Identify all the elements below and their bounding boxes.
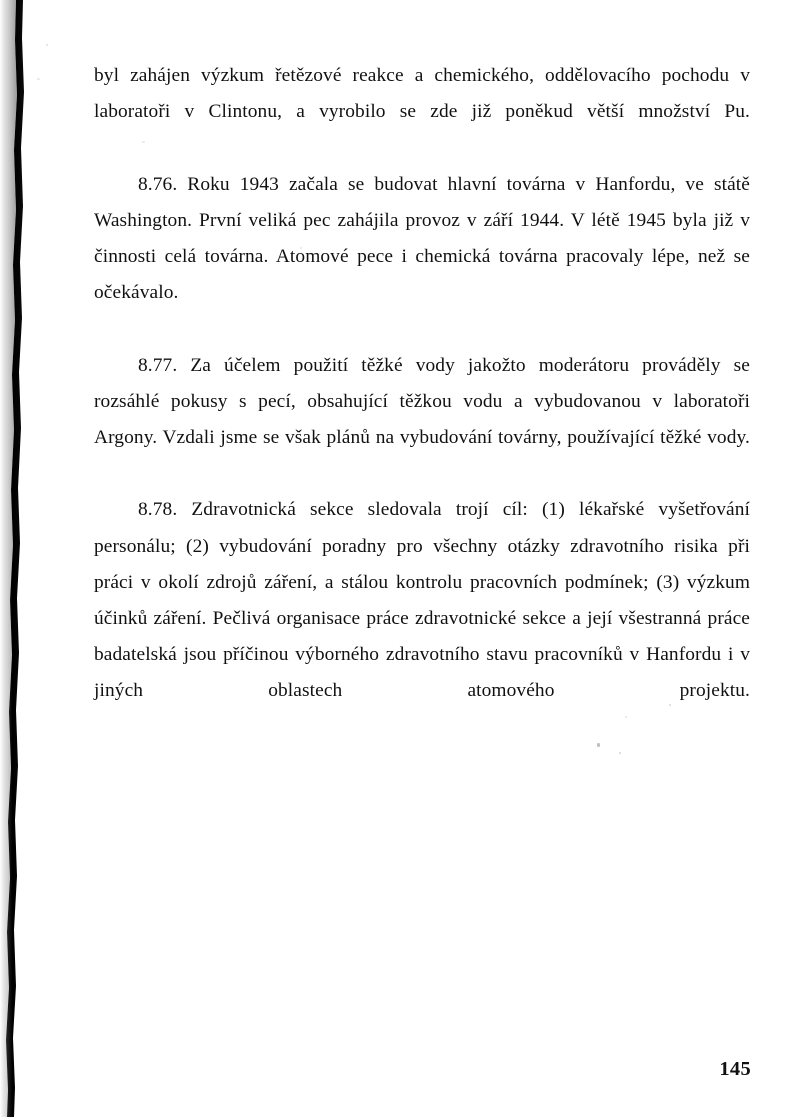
paragraph-8-78: 8.78. Zdravotnická sekce sledovala trojí cíl: (1) lékařské vyšetřování personálu; (2) vybudování poradny pro všechny otázky zdravotního risika při práci v okolí zdrojů záření, a stálou kontrolu pracovních podmínek; (3) výzkum účinků záření. Pečlivá organisace práce zdravotnické sekce a její všestranná práce badatelská jsou příčinou výborného zdravotního stavu pracovníků v Hanfordu i v jiných oblastech atomového projektu. <box>94 499 750 702</box>
paragraph-continuation: byl zahájen výzkum řetězové reakce a chemického, oddělovacího pochodu v laboratoři v Clintonu, a vyrobilo se zde již poněkud větší množství Pu. <box>94 65 750 123</box>
scan-speck <box>37 78 40 80</box>
paragraph-8-76: 8.76. Roku 1943 začala se budovat hlavní továrna v Hanfordu, ve státě Washington. První veliká pec zahájila provoz v září 1944. V létě 1945 byla již v činnosti celá továrna. Atomové pece i chemická továrna pracovaly lépe, než se očekávalo. <box>94 173 750 304</box>
paragraph-8-77: 8.77. Za účelem použití těžké vody jakožto moderátoru prováděly se rozsáhlé pokusy s pecí, obsahující těžkou vodu a vybudovanou v laboratoři Argony. Vzdali jsme se však plánů na vybudování továrny, používající těžké vody. <box>94 354 750 449</box>
body-text-column <box>94 58 750 746</box>
binding-shadow-icon <box>0 0 34 1117</box>
page-number: 145 <box>719 1058 751 1080</box>
binding-shadow-artifact <box>0 0 34 1117</box>
scan-speck <box>46 44 48 46</box>
scan-speck <box>619 752 621 754</box>
